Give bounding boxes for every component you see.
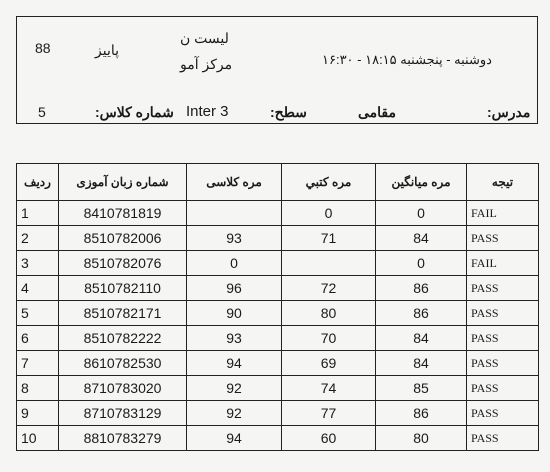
cell-written-score: 71 [282, 226, 376, 251]
cell-radif: 5 [17, 301, 59, 326]
cell-class-score: 93 [187, 226, 282, 251]
season: پاییز [95, 42, 120, 58]
cell-radif: 3 [17, 251, 59, 276]
cell-student-id: 8610782530 [59, 351, 187, 376]
cell-radif: 7 [17, 351, 59, 376]
cell-radif: 4 [17, 276, 59, 301]
cell-written-score [282, 251, 376, 276]
table-header-row [17, 164, 539, 201]
cell-student-id: 8810783279 [59, 426, 187, 451]
cell-result: PASS [467, 276, 539, 301]
cell-result: PASS [467, 376, 539, 401]
cell-result: PASS [467, 351, 539, 376]
cell-student-id: 8510782076 [59, 251, 187, 276]
cell-average-score: 85 [376, 376, 467, 401]
cell-average-score: 80 [376, 426, 467, 451]
cell-result: PASS [467, 301, 539, 326]
table-row [17, 326, 539, 351]
table-row [17, 201, 539, 226]
cell-student-id: 8510782110 [59, 276, 187, 301]
cell-written-score: 69 [282, 351, 376, 376]
class-count-label: شماره کلاس: [95, 104, 174, 120]
grades-table [16, 163, 539, 451]
table-row [17, 251, 539, 276]
cell-class-score: 94 [187, 426, 282, 451]
cell-student-id: 8710783129 [59, 401, 187, 426]
cell-radif: 8 [17, 376, 59, 401]
table-row [17, 226, 539, 251]
header-student-id: شماره زبان آموزی [59, 164, 187, 201]
cell-class-score: 94 [187, 351, 282, 376]
cell-class-score: 0 [187, 251, 282, 276]
level-label: سطح: [270, 104, 307, 120]
cell-written-score: 72 [282, 276, 376, 301]
class-count-value: 5 [38, 104, 46, 120]
cell-class-score: 92 [187, 376, 282, 401]
cell-result: FAIL [467, 251, 539, 276]
cell-average-score: 0 [376, 251, 467, 276]
header-written-score: مره کتبي [282, 164, 376, 201]
cell-average-score: 84 [376, 226, 467, 251]
table-row [17, 426, 539, 451]
cell-average-score: 84 [376, 351, 467, 376]
cell-radif: 9 [17, 401, 59, 426]
cell-average-score: 86 [376, 276, 467, 301]
cell-written-score: 70 [282, 326, 376, 351]
cell-result: PASS [467, 226, 539, 251]
header-radif: ردیف [17, 164, 59, 201]
cell-written-score: 0 [282, 201, 376, 226]
cell-student-id: 8510782222 [59, 326, 187, 351]
cell-average-score: 86 [376, 401, 467, 426]
cell-written-score: 74 [282, 376, 376, 401]
cell-radif: 10 [17, 426, 59, 451]
cell-result: FAIL [467, 201, 539, 226]
cell-result: PASS [467, 326, 539, 351]
level-value: Inter 3 [186, 103, 229, 120]
cell-written-score: 60 [282, 426, 376, 451]
table-row [17, 276, 539, 301]
class-number: 88 [35, 40, 51, 56]
cell-student-id: 8510782006 [59, 226, 187, 251]
table-row [17, 301, 539, 326]
cell-class-score: 90 [187, 301, 282, 326]
cell-written-score: 80 [282, 301, 376, 326]
teacher-value: مقامی [358, 104, 397, 120]
cell-student-id: 8710783020 [59, 376, 187, 401]
cell-radif: 6 [17, 326, 59, 351]
table-row [17, 351, 539, 376]
teacher-label: مدرس: [487, 104, 531, 120]
header-class-score: مره کلاسی [187, 164, 282, 201]
cell-class-score: 93 [187, 326, 282, 351]
cell-average-score: 84 [376, 326, 467, 351]
cell-class-score [187, 201, 282, 226]
table-row [17, 401, 539, 426]
header-average-score: مره میانگین [376, 164, 467, 201]
cell-average-score: 86 [376, 301, 467, 326]
cell-class-score: 92 [187, 401, 282, 426]
cell-radif: 1 [17, 201, 59, 226]
cell-student-id: 8410781819 [59, 201, 187, 226]
cell-student-id: 8510782171 [59, 301, 187, 326]
cell-radif: 2 [17, 226, 59, 251]
cell-class-score: 96 [187, 276, 282, 301]
list-title: لیست ن [180, 30, 229, 46]
cell-result: PASS [467, 401, 539, 426]
header-result: تيجه [467, 164, 539, 201]
table-row [17, 376, 539, 401]
center-label: مرکز آمو [180, 56, 233, 72]
cell-result: PASS [467, 426, 539, 451]
cell-average-score: 0 [376, 201, 467, 226]
cell-written-score: 77 [282, 401, 376, 426]
schedule: دوشنبه - پنجشنبه ۱۸:۱۵ - ۱۶:۳۰ [322, 52, 492, 67]
